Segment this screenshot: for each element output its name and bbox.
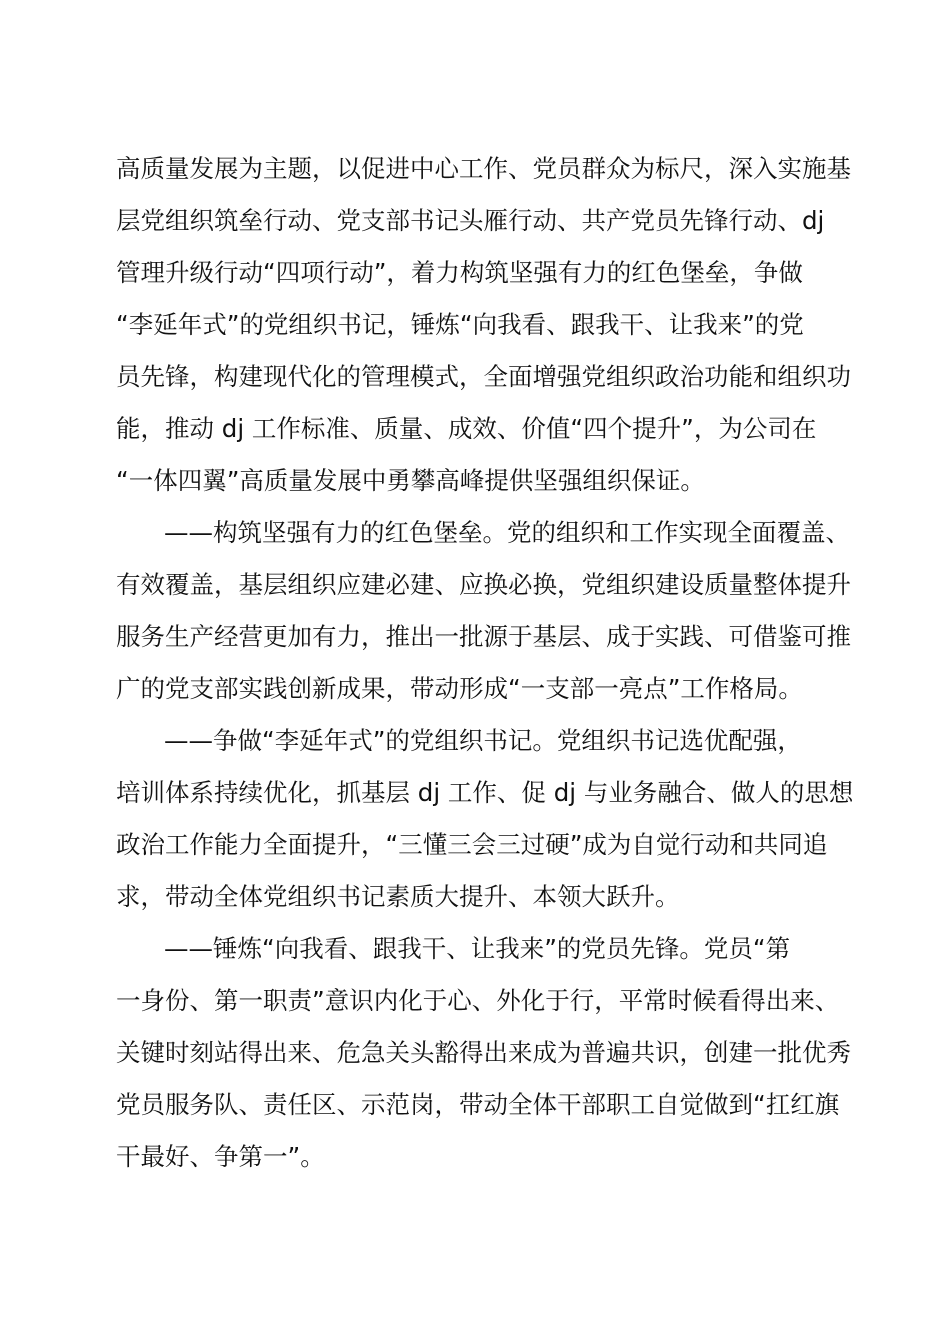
paragraph-heading-line: ——争做“李延年式”的党组织书记。党组织书记选优配强， — [164, 726, 802, 755]
text-line: 关键时刻站得出来、危急关头豁得出来成为普遍共识，创建一批优秀 — [116, 1038, 851, 1067]
text-line: 服务生产经营更加有力，推出一批源于基层、成于实践、可借鉴可推 — [116, 622, 851, 651]
text-line: 广的党支部实践创新成果，带动形成“一支部一亮点”工作格局。 — [116, 674, 803, 703]
paragraph-heading-line: ——锤炼“向我看、跟我干、让我来”的党员先锋。党员“第 — [164, 934, 791, 963]
text-line: 层党组织筑垒行动、党支部书记头雁行动、共产党员先锋行动、dj — [116, 206, 825, 235]
paragraph-heading-line: ——构筑坚强有力的红色堡垒。党的组织和工作实现全面覆盖、 — [164, 518, 850, 547]
text-line: 一身份、第一职责”意识内化于心、外化于行，平常时候看得出来、 — [116, 986, 840, 1015]
text-line: 培训体系持续优化，抓基层 dj 工作、促 dj 与业务融合、做人的思想 — [116, 778, 854, 807]
text-line: 管理升级行动“四项行动”，着力构筑坚强有力的红色堡垒，争做 — [116, 258, 803, 287]
text-line: 员先锋，构建现代化的管理模式，全面增强党组织政治功能和组织功 — [116, 362, 851, 391]
text-line: 党员服务队、责任区、示范岗，带动全体干部职工自觉做到“扛红旗 — [116, 1090, 840, 1119]
text-line: “李延年式”的党组织书记，锤炼“向我看、跟我干、让我来”的党 — [116, 310, 804, 339]
text-line: 求，带动全体党组织书记素质大提升、本领大跃升。 — [116, 882, 680, 911]
text-line: 高质量发展为主题，以促进中心工作、党员群众为标尺，深入实施基 — [116, 154, 851, 183]
text-line: “一体四翼”高质量发展中勇攀高峰提供坚强组织保证。 — [116, 466, 705, 495]
text-line: 干最好、争第一”。 — [116, 1142, 325, 1171]
text-line: 能，推动 dj 工作标准、质量、成效、价值“四个提升”，为公司在 — [116, 414, 817, 443]
text-line: 政治工作能力全面提升，“三懂三会三过硬”成为自觉行动和共同追 — [116, 830, 828, 859]
text-line: 有效覆盖，基层组织应建必建、应换必换，党组织建设质量整体提升 — [116, 570, 851, 599]
